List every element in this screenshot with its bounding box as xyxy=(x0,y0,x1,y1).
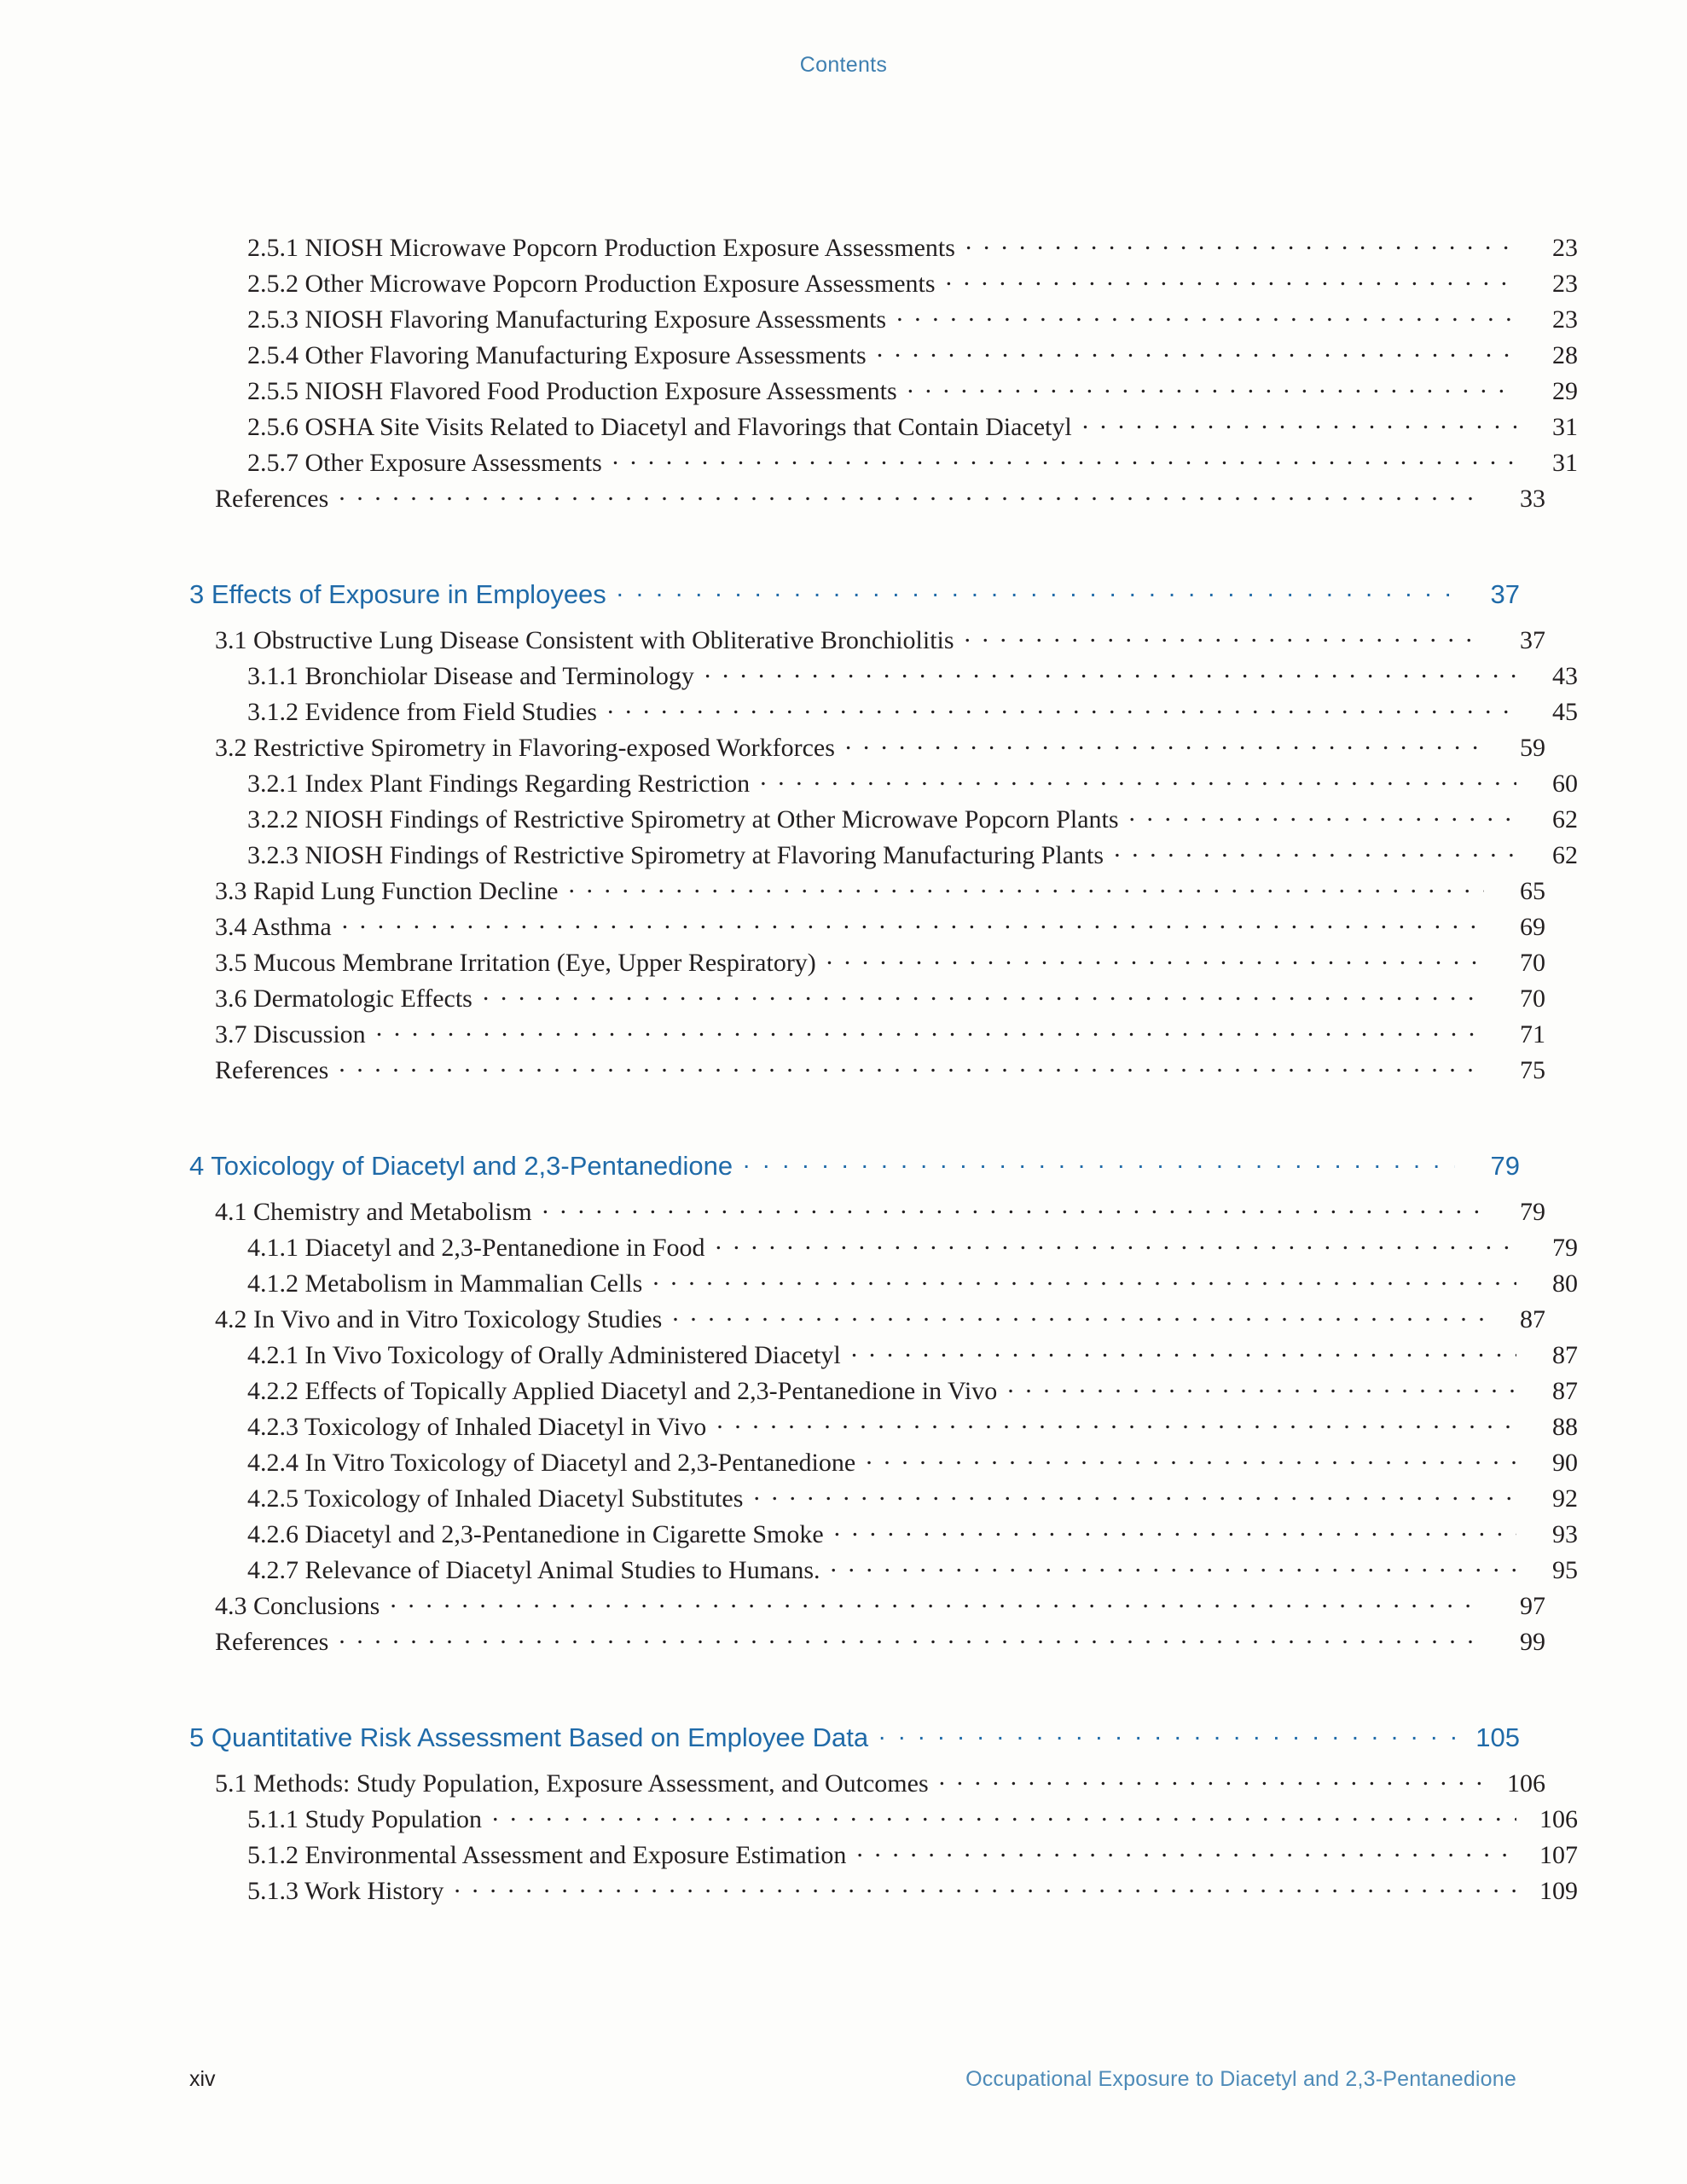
toc-leader-dots xyxy=(390,1589,1484,1614)
toc-leader-dots xyxy=(342,909,1484,935)
toc-leader-dots xyxy=(454,1873,1516,1899)
toc-leader-dots xyxy=(1082,410,1516,435)
toc-entry-page-number: 95 xyxy=(1552,1556,1578,1584)
toc-entry-page-number: 80 xyxy=(1552,1269,1578,1298)
toc-references-entry[interactable] xyxy=(189,481,1545,512)
toc-entry-label: 3.1.1 Bronchiolar Disease and Terminology xyxy=(247,662,694,690)
toc-leader-dots xyxy=(856,1838,1516,1863)
toc-leader-dots xyxy=(339,1053,1484,1078)
toc-entry-page-number: 87 xyxy=(1520,1305,1545,1333)
toc-entry-label: 2.5.1 NIOSH Microwave Popcorn Production Exposure Assessments xyxy=(247,234,955,262)
toc-entry-page-number: 62 xyxy=(1552,841,1578,869)
toc-leader-dots xyxy=(834,1517,1516,1542)
toc-entry-page-number: 65 xyxy=(1520,877,1545,905)
toc-section-entry[interactable] xyxy=(189,1481,1578,1512)
toc-entry-page-number: 107 xyxy=(1539,1841,1578,1869)
toc-leader-dots xyxy=(1114,838,1516,863)
toc-entry-page-number: 93 xyxy=(1552,1520,1578,1548)
toc-leader-dots xyxy=(617,577,1455,603)
toc-entry-label: References xyxy=(215,1628,329,1656)
toc-leader-dots xyxy=(607,694,1516,720)
toc-section-entry[interactable] xyxy=(189,1589,1545,1619)
toc-section-entry[interactable] xyxy=(189,623,1545,653)
toc-entry-label: 4.2.4 In Vitro Toxicology of Diacetyl and 2,3-Pentanedione xyxy=(247,1449,856,1477)
toc-entry-label: 4.2.3 Toxicology of Inhaled Diacetyl in Vivo xyxy=(247,1413,707,1441)
toc-leader-dots xyxy=(896,302,1516,328)
toc-entry-page-number: 31 xyxy=(1552,413,1578,441)
toc-references-entry[interactable] xyxy=(189,1053,1545,1083)
toc-leader-dots xyxy=(568,874,1484,899)
toc-section-entry[interactable] xyxy=(189,802,1578,833)
toc-section-entry[interactable] xyxy=(189,1266,1578,1297)
toc-chapter-entry[interactable] xyxy=(189,1148,1520,1179)
toc-entry-page-number: 79 xyxy=(1490,1151,1520,1181)
toc-entry-label: 2.5.7 Other Exposure Assessments xyxy=(247,449,602,477)
toc-section-entry[interactable] xyxy=(189,1517,1578,1548)
footer-book-title: Occupational Exposure to Diacetyl and 2,3-Pentanedione xyxy=(965,2067,1516,2091)
toc-section-entry[interactable] xyxy=(189,374,1578,404)
toc-entry-label: 4.1.1 Diacetyl and 2,3-Pentanedione in Food xyxy=(247,1234,705,1262)
toc-entry-page-number: 97 xyxy=(1520,1592,1545,1620)
toc-entry-page-number: 92 xyxy=(1552,1484,1578,1513)
toc-entry-label: 5.1.1 Study Population xyxy=(247,1805,483,1833)
toc-entry-label: 3.3 Rapid Lung Function Decline xyxy=(215,877,559,905)
toc-entry-page-number: 90 xyxy=(1552,1449,1578,1477)
toc-section-entry[interactable] xyxy=(189,1374,1578,1404)
toc-entry-label: 5.1 Methods: Study Population, Exposure Assessment, and Outcomes xyxy=(215,1769,929,1798)
toc-block-gap xyxy=(189,1089,1520,1111)
toc-entry-page-number: 75 xyxy=(1520,1056,1545,1084)
toc-leader-dots xyxy=(877,338,1516,363)
toc-entry-page-number: 43 xyxy=(1552,662,1578,690)
toc-entry-page-number: 23 xyxy=(1552,305,1578,334)
toc-section-entry[interactable] xyxy=(189,694,1578,725)
toc-leader-dots xyxy=(760,766,1516,792)
toc-entry-label: 4.3 Conclusions xyxy=(215,1592,380,1620)
toc-leader-dots xyxy=(965,230,1516,256)
toc-entry-page-number: 62 xyxy=(1552,805,1578,834)
toc-section-entry[interactable] xyxy=(189,266,1578,297)
toc-entry-label: 4 Toxicology of Diacetyl and 2,3-Pentanedione xyxy=(189,1151,733,1181)
toc-leader-dots xyxy=(339,481,1484,507)
toc-entry-page-number: 70 xyxy=(1520,949,1545,977)
toc-leader-dots xyxy=(716,1230,1516,1256)
toc-chapter-entry[interactable] xyxy=(189,577,1520,607)
toc-leader-dots xyxy=(672,1302,1484,1327)
toc-section-entry[interactable] xyxy=(189,1838,1578,1868)
toc-leader-dots xyxy=(866,1445,1516,1471)
toc-entry-label: 5.1.3 Work History xyxy=(247,1877,444,1905)
toc-section-entry[interactable] xyxy=(189,981,1545,1012)
toc-entry-label: References xyxy=(215,1056,329,1084)
toc-entry-page-number: 28 xyxy=(1552,341,1578,369)
toc-entry-page-number: 23 xyxy=(1552,234,1578,262)
toc-leader-dots xyxy=(612,445,1516,471)
toc-entry-label: References xyxy=(215,485,329,513)
toc-section-entry[interactable] xyxy=(189,1338,1578,1368)
toc-leader-dots xyxy=(1007,1374,1516,1399)
page-folio: xiv xyxy=(189,2067,216,2091)
running-head: Contents xyxy=(799,53,888,77)
toc-entry-page-number: 29 xyxy=(1552,377,1578,405)
toc-section-entry[interactable] xyxy=(189,445,1578,476)
toc-leader-dots xyxy=(339,1624,1484,1650)
toc-entry-label: 4.2.2 Effects of Topically Applied Diacetyl and 2,3-Pentanedione in Vivo xyxy=(247,1377,998,1405)
toc-leader-dots xyxy=(845,730,1484,756)
toc-entry-label: 3.4 Asthma xyxy=(215,913,332,941)
toc-entry-label: 3.7 Discussion xyxy=(215,1020,366,1048)
toc-entry-label: 3.5 Mucous Membrane Irritation (Eye, Upper Respiratory) xyxy=(215,949,816,977)
toc-entry-label: 4.2 In Vivo and in Vitro Toxicology Studies xyxy=(215,1305,663,1333)
toc-section-entry[interactable] xyxy=(189,1553,1578,1583)
toc-section-entry[interactable] xyxy=(189,945,1545,976)
toc-block-gap xyxy=(189,517,1520,539)
toc-leader-dots xyxy=(1129,802,1516,828)
toc-entry-label: 2.5.5 NIOSH Flavored Food Production Exposure Assessments xyxy=(247,377,897,405)
toc-entry-label: 3.2.2 NIOSH Findings of Restrictive Spirometry at Other Microwave Popcorn Plants xyxy=(247,805,1119,834)
toc-section-entry[interactable] xyxy=(189,1766,1545,1797)
toc-entry-label: 4.2.1 In Vivo Toxicology of Orally Administered Diacetyl xyxy=(247,1341,841,1369)
table-of-contents xyxy=(189,230,1578,1909)
toc-entry-page-number: 106 xyxy=(1539,1805,1578,1833)
toc-entry-page-number: 88 xyxy=(1552,1413,1578,1441)
toc-leader-dots xyxy=(965,623,1484,648)
toc-section-entry[interactable] xyxy=(189,1409,1578,1440)
toc-entry-label: 3.1.2 Evidence from Field Studies xyxy=(247,698,597,726)
toc-entry-label: 4.2.5 Toxicology of Inhaled Diacetyl Substitutes xyxy=(247,1484,744,1513)
toc-leader-dots xyxy=(831,1553,1516,1578)
toc-entry-label: 4.2.7 Relevance of Diacetyl Animal Studies to Humans. xyxy=(247,1556,820,1584)
toc-section-entry[interactable] xyxy=(189,230,1578,261)
toc-leader-dots xyxy=(946,266,1516,292)
toc-entry-page-number: 87 xyxy=(1552,1377,1578,1405)
toc-entry-page-number: 79 xyxy=(1520,1198,1545,1226)
toc-entry-label: 3.2.1 Index Plant Findings Regarding Restriction xyxy=(247,770,751,798)
toc-leader-dots xyxy=(704,659,1516,684)
toc-leader-dots xyxy=(542,1194,1484,1220)
toc-entry-page-number: 109 xyxy=(1539,1877,1578,1905)
toc-entry-page-number: 60 xyxy=(1552,770,1578,798)
toc-entry-label: 2.5.2 Other Microwave Popcorn Production Exposure Assessments xyxy=(247,270,936,298)
toc-section-entry[interactable] xyxy=(189,338,1578,369)
toc-leader-dots xyxy=(907,374,1516,399)
toc-entry-page-number: 31 xyxy=(1552,449,1578,477)
toc-entry-page-number: 79 xyxy=(1552,1234,1578,1262)
toc-entry-page-number: 69 xyxy=(1520,913,1545,941)
toc-entry-page-number: 87 xyxy=(1552,1341,1578,1369)
toc-entry-label: 4.2.6 Diacetyl and 2,3-Pentanedione in Cigarette Smoke xyxy=(247,1520,824,1548)
toc-block-gap xyxy=(189,1660,1520,1682)
toc-entry-label: 2.5.6 OSHA Site Visits Related to Diacetyl and Flavorings that Contain Diacetyl xyxy=(247,413,1072,441)
toc-entry-page-number: 37 xyxy=(1520,626,1545,654)
toc-section-entry[interactable] xyxy=(189,410,1578,440)
toc-leader-dots xyxy=(652,1266,1516,1292)
toc-section-entry[interactable] xyxy=(189,659,1578,689)
toc-entry-label: 3.1 Obstructive Lung Disease Consistent with Obliterative Bronchiolitis xyxy=(215,626,954,654)
toc-section-entry[interactable] xyxy=(189,302,1578,333)
toc-entry-label: 4.1.2 Metabolism in Mammalian Cells xyxy=(247,1269,643,1298)
toc-entry-label: 4.1 Chemistry and Metabolism xyxy=(215,1198,532,1226)
toc-section-entry[interactable] xyxy=(189,1873,1578,1904)
toc-section-entry[interactable] xyxy=(189,1230,1578,1261)
toc-entry-page-number: 106 xyxy=(1507,1769,1545,1798)
toc-leader-dots xyxy=(483,981,1484,1007)
toc-leader-dots xyxy=(743,1148,1455,1175)
toc-section-entry[interactable] xyxy=(189,766,1578,797)
toc-entry-page-number: 37 xyxy=(1490,579,1520,609)
toc-section-entry[interactable] xyxy=(189,1802,1578,1833)
toc-leader-dots xyxy=(492,1802,1516,1827)
toc-leader-dots xyxy=(716,1409,1516,1435)
toc-section-entry[interactable] xyxy=(189,730,1545,761)
toc-entry-page-number: 59 xyxy=(1520,734,1545,762)
toc-entry-page-number: 105 xyxy=(1475,1722,1520,1752)
toc-entry-label: 3.2.3 NIOSH Findings of Restrictive Spirometry at Flavoring Manufacturing Plants xyxy=(247,841,1104,869)
toc-entry-label: 2.5.3 NIOSH Flavoring Manufacturing Exposure Assessments xyxy=(247,305,887,334)
toc-section-entry[interactable] xyxy=(189,874,1545,904)
toc-entry-label: 3 Effects of Exposure in Employees xyxy=(189,579,606,609)
toc-section-entry[interactable] xyxy=(189,909,1545,940)
toc-entry-page-number: 99 xyxy=(1520,1628,1545,1656)
toc-entry-page-number: 45 xyxy=(1552,698,1578,726)
toc-section-entry[interactable] xyxy=(189,1194,1545,1225)
toc-leader-dots xyxy=(376,1017,1484,1043)
toc-entry-page-number: 70 xyxy=(1520,985,1545,1013)
toc-leader-dots xyxy=(851,1338,1516,1363)
toc-section-entry[interactable] xyxy=(189,1017,1545,1048)
toc-entry-label: 2.5.4 Other Flavoring Manufacturing Exposure Assessments xyxy=(247,341,867,369)
toc-entry-label: 5.1.2 Environmental Assessment and Exposure Estimation xyxy=(247,1841,847,1869)
toc-entry-page-number: 33 xyxy=(1520,485,1545,513)
toc-leader-dots xyxy=(939,1766,1484,1792)
toc-section-entry[interactable] xyxy=(189,1445,1578,1476)
toc-entry-page-number: 71 xyxy=(1520,1020,1545,1048)
toc-entry-page-number: 23 xyxy=(1552,270,1578,298)
toc-references-entry[interactable] xyxy=(189,1624,1545,1655)
toc-entry-label: 3.6 Dermatologic Effects xyxy=(215,985,472,1013)
toc-chapter-entry[interactable] xyxy=(189,1720,1520,1751)
toc-leader-dots xyxy=(826,945,1484,971)
toc-entry-label: 3.2 Restrictive Spirometry in Flavoring-exposed Workforces xyxy=(215,734,835,762)
toc-section-entry[interactable] xyxy=(189,1302,1545,1333)
toc-section-entry[interactable] xyxy=(189,838,1578,868)
toc-entry-label: 5 Quantitative Risk Assessment Based on Employee Data xyxy=(189,1722,869,1752)
toc-leader-dots xyxy=(753,1481,1516,1507)
toc-leader-dots xyxy=(878,1720,1455,1746)
